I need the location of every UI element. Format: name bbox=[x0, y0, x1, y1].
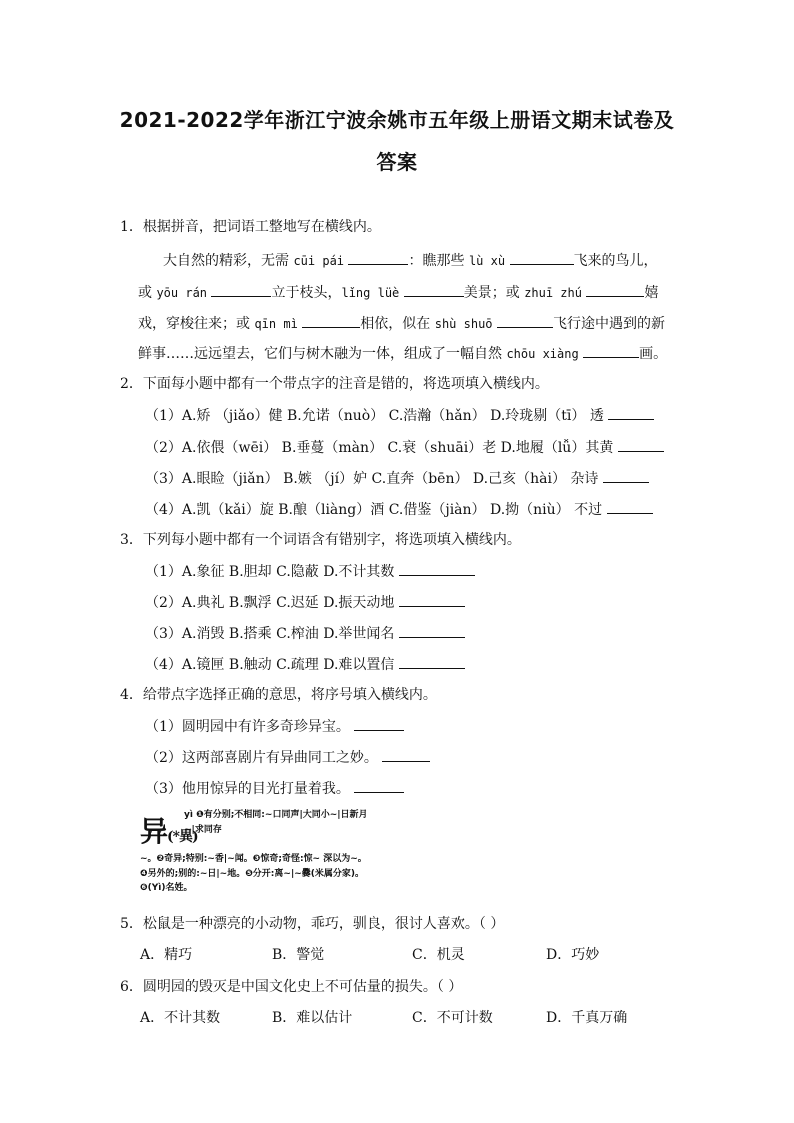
answer-blank[interactable] bbox=[618, 437, 664, 452]
pinyin: chōu xiàng bbox=[506, 347, 579, 361]
text: 嬉 bbox=[644, 285, 659, 301]
q3-row bbox=[145, 623, 465, 644]
q4-row-text: （1）圆明园中有许多奇珍异宝。 bbox=[145, 719, 350, 735]
q6-prompt: 6．圆明园的毁灭是中国文化史上不可估量的损失。（ ） bbox=[120, 979, 463, 995]
text: 画。 bbox=[639, 346, 668, 362]
pinyin: lù xù bbox=[468, 254, 506, 268]
pinyin: lǐng lüè bbox=[341, 286, 400, 300]
q1-line-2 bbox=[138, 282, 658, 303]
q2-row-text: （1）A.矫 （jiǎo）健 B.允诺（nuò） C.浩瀚（hǎn） D.玲珑剔（tī） 透 bbox=[145, 408, 604, 424]
answer-blank[interactable] bbox=[399, 623, 465, 638]
dictionary-definition: yì ❶有分别;不相同:~口同声|大同小~|日新月~|求同存 bbox=[184, 810, 368, 835]
pinyin: cūi pái bbox=[293, 254, 345, 268]
q1-line-3 bbox=[138, 313, 665, 334]
q5-prompt: 5．松鼠是一种漂亮的小动物，乖巧，驯良，很讨人喜欢。（ ） bbox=[120, 916, 505, 932]
q1-prompt: 1．根据拼音，把词语工整地写在横线内。 bbox=[120, 219, 381, 235]
q3-row bbox=[145, 561, 475, 582]
q4-prompt: 4．给带点字选择正确的意思，将序号填入横线内。 bbox=[120, 687, 437, 703]
option-a[interactable]: A．不计其数 bbox=[140, 1010, 221, 1026]
dictionary-entry-image bbox=[140, 808, 368, 896]
text: 飞来的鸟儿， bbox=[573, 253, 658, 269]
option-b[interactable]: B．难以估计 bbox=[272, 1010, 353, 1026]
answer-blank[interactable] bbox=[607, 499, 653, 514]
answer-blank[interactable] bbox=[354, 716, 404, 731]
q2-row bbox=[145, 437, 664, 458]
answer-blank[interactable] bbox=[404, 282, 464, 297]
text: 飞行途中遇到的新 bbox=[552, 316, 665, 332]
q1-line-4 bbox=[138, 343, 667, 364]
q1-line-1 bbox=[163, 250, 658, 271]
text: 或 bbox=[138, 285, 157, 301]
answer-blank[interactable] bbox=[603, 468, 649, 483]
answer-blank[interactable] bbox=[497, 313, 553, 328]
q2-row-text: （4）A.凯（kǎi）旋 B.酿（liàng）酒 C.借鉴（jiàn） D.拗（niù） 不过 bbox=[145, 502, 603, 518]
headword-char: 异 bbox=[140, 815, 168, 848]
option-b[interactable]: B．警觉 bbox=[272, 947, 325, 963]
q3-prompt: 3．下列每小题中都有一个词语含有错别字，将选项填入横线内。 bbox=[120, 532, 521, 548]
answer-blank[interactable] bbox=[583, 343, 639, 358]
dictionary-definition-continued: ~。❷奇异;特别:~香|~闻。❸惊奇;奇怪:惊~ 深以为~。❹另外的;别的:~日|~地。❺分开:离~|~爨(米属分家)。❻(Yì)名姓。 bbox=[140, 854, 367, 893]
option-d[interactable]: D．巧妙 bbox=[546, 947, 600, 963]
answer-blank[interactable] bbox=[211, 282, 271, 297]
q2-row bbox=[145, 499, 653, 520]
text: 戏，穿梭往来；或 bbox=[138, 316, 255, 332]
q3-row-text: （1）A.象征 B.胆却 C.隐蔽 D.不计其数 bbox=[145, 564, 395, 580]
q6-options bbox=[140, 1008, 627, 1028]
q4-row bbox=[145, 716, 404, 737]
answer-blank[interactable] bbox=[399, 592, 465, 607]
page-title-continued: 答案 bbox=[376, 150, 418, 174]
answer-blank[interactable] bbox=[354, 778, 404, 793]
q3-row bbox=[145, 592, 465, 613]
option-d[interactable]: D．千真万确 bbox=[546, 1010, 628, 1026]
answer-blank[interactable] bbox=[399, 561, 475, 576]
option-a[interactable]: A．精巧 bbox=[140, 947, 193, 963]
pinyin: yōu rán bbox=[156, 286, 208, 300]
q2-row-text: （2）A.依偎（wēi） B.垂蔓（màn） C.衰（shuāi）老 D.地履（lǚ）其黄 bbox=[145, 440, 614, 456]
pinyin: zhuī zhú bbox=[524, 286, 582, 300]
traditional-char: (*異) bbox=[167, 829, 198, 845]
q4-row-text: （3）他用惊异的目光打量着我。 bbox=[145, 781, 350, 797]
answer-blank[interactable] bbox=[586, 282, 644, 297]
q4-row bbox=[145, 778, 404, 799]
q2-row bbox=[145, 468, 649, 489]
q3-row bbox=[145, 654, 465, 675]
pinyin: shù shuō bbox=[434, 317, 493, 331]
answer-blank[interactable] bbox=[510, 250, 574, 265]
q2-prompt: 2．下面每小题中都有一个带点字的注音是错的，将选项填入横线内。 bbox=[120, 376, 549, 392]
answer-blank[interactable] bbox=[302, 313, 360, 328]
q3-row-text: （4）A.镜匣 B.触动 C.疏理 D.难以置信 bbox=[145, 657, 395, 673]
q4-row bbox=[145, 747, 430, 768]
q3-row-text: （2）A.典礼 B.飘浮 C.迟延 D.振天动地 bbox=[145, 595, 395, 611]
answer-blank[interactable] bbox=[608, 405, 654, 420]
text: 大自然的精彩，无需 bbox=[163, 253, 294, 269]
q2-row bbox=[145, 405, 654, 426]
option-c[interactable]: C．不可计数 bbox=[412, 1010, 493, 1026]
text: 相依，似在 bbox=[360, 316, 435, 332]
answer-blank[interactable] bbox=[399, 654, 465, 669]
q3-row-text: （3）A.消毁 B.搭乘 C.榨油 D.举世闻名 bbox=[145, 626, 395, 642]
text: 立于枝头， bbox=[271, 285, 342, 301]
q5-options bbox=[140, 945, 599, 965]
pinyin: qīn mì bbox=[254, 317, 298, 331]
answer-blank[interactable] bbox=[348, 250, 408, 265]
page-title: 2021-2022学年浙江宁波余姚市五年级上册语文期末试卷及 bbox=[119, 108, 675, 132]
q4-row-text: （2）这两部喜剧片有异曲同工之妙。 bbox=[145, 750, 378, 766]
option-c[interactable]: C．机灵 bbox=[412, 947, 465, 963]
text: ：瞧那些 bbox=[408, 253, 469, 269]
q2-row-text: （3）A.眼睑（jiǎn） B.嫉 （jí）妒 C.直奔（bēn） D.己亥（hài） 杂诗 bbox=[145, 471, 599, 487]
answer-blank[interactable] bbox=[382, 747, 430, 762]
text: 美景；或 bbox=[463, 285, 525, 301]
text: 鲜事……远远望去，它们与树木融为一体，组成了一幅自然 bbox=[138, 346, 507, 362]
